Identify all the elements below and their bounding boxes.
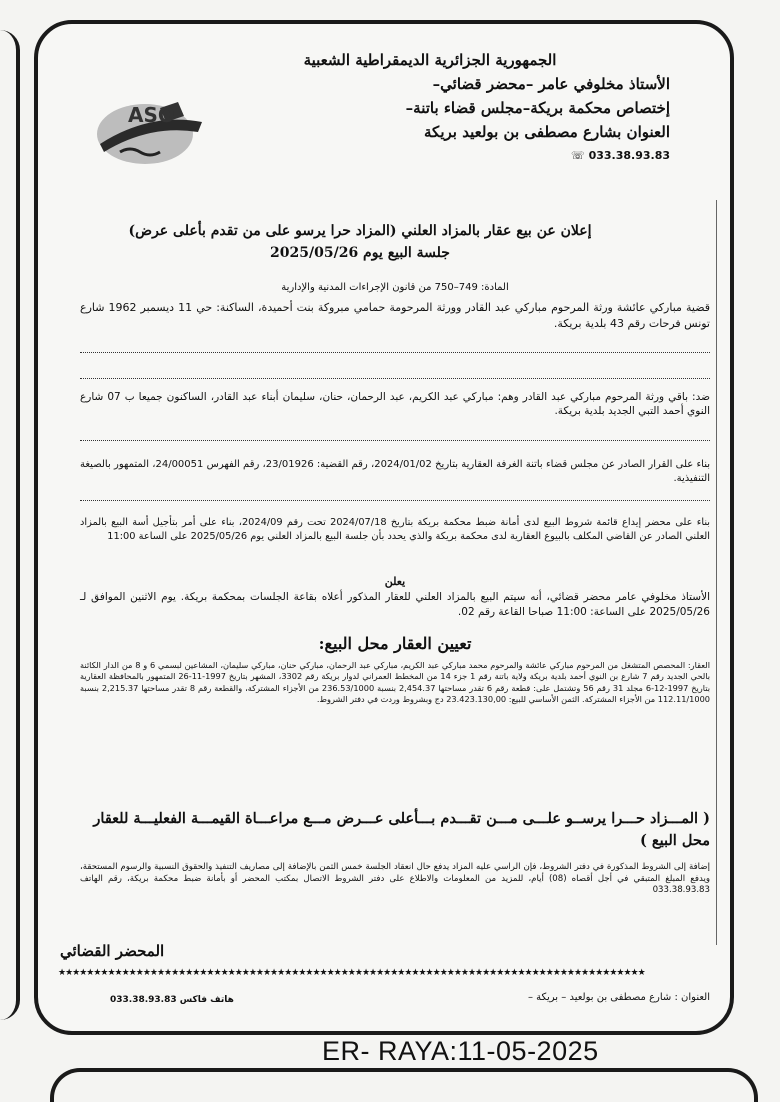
svg-text:ASO: ASO [128,103,175,127]
adjacent-column-border [0,30,20,1020]
dotted-divider [80,352,710,353]
header-block [230,48,670,168]
case-paragraph: قضية مباركي عائشة ورثة المرحوم مباركي عبد القادر وورثة المرحومة حمامي مبروكة بنت أحميدة، الساكنة: حي 11 ديسمبر 1962 شارع تونس فرحات رقم 43 بلدية بريكة. [80,301,710,330]
sale-date-line: جلسة البيع يوم 2025/05/26 [270,245,450,261]
property-heading: تعيين العقار محل البيع: [318,634,472,653]
republic-name: الجمهورية الجزائرية الديمقراطية الشعبية [303,51,557,69]
bailiff-signature: المحضر القضائي [60,942,165,960]
star-divider: ★★★★★★★★★★★★★★★★★★★★★★★★★★★★★★★★★★★★★★★★★★★★★★★★★★★★★★★★★★★★★★★★★★★★★★★★★★★★★★★★★★★ [58,968,645,978]
office-address: العنوان بشارع مصطفى بن بولعيد بريكة [424,123,670,141]
announces-heading: يعلن [384,575,406,588]
bailiff-name: الأستاذ مخلوفي عامر –محضر قضائي– [432,75,670,93]
publication-stamp: ER- RAYA:11-05-2025 [322,1036,599,1066]
defendants-paragraph: ضد: باقي ورثة المرحوم مباركي عبد القادر وهم: مباركي عبد الكريم، عبد الرحمان، حنان، سليمان أبناء عبد القادر، الساكنون جميعا ب 07 شارع النوي أحمد التبي الجديد بلدية بريكة. [80,391,710,417]
decision-paragraph: بناء على القرار الصادر عن مجلس قضاء باتنة الغرفة العقارية بتاريخ 2024/01/02، رقم القضية: 23/01926، رقم الفهرس 24/00051، المتمهور بالصيغة التنفيذية. [80,459,710,484]
conditions-paragraph: إضافة إلى الشروط المذكورة في دفتر الشروط، فإن الراسي عليه المزاد يدفع حال انعقاد الجلسة خمس الثمن بالإضافة إلى مصاريف التنفيذ والحقوق النسبية والرسوم المستحقة، ويدفع المبلغ المتبقي في أجل أقصاه (08) أيام، للمزيد من المعلومات والاطلاع على دفتر الشروط الاتصال بمكتب المحضر أو بأمانة ضبط محكمة بريكة، رقم الهاتف 033.38.93.83 [80,862,710,895]
office-phone: 033.38.93.83 ☏ [570,149,670,162]
bailiff-logo [90,92,210,172]
margin-line [716,200,717,945]
dotted-divider [80,500,710,501]
notice-title [60,220,660,264]
dotted-divider [80,440,710,441]
next-notice-border [50,1068,758,1102]
articles-line: المادة: 749–750 من قانون الإجراءات المدنية والإدارية [281,282,509,293]
footer-phone: هاتف فاكس 033.38.93.83 [110,995,234,1005]
auction-condition-highlight: ( المـــزاد حـــرا يرســو علـــى مـــن تقـــدم بـــأعلى عـــرض مـــع مراعـــاة القيمـــة الفعليـــة للعقار محل البيع ) [93,810,710,849]
notice-title-line: إعلان عن بيع عقار بالمزاد العلني (المزاد حرا يرسو على من تقدم بأعلى عرض) [128,223,592,239]
announcement-paragraph: الأستاذ مخلوفي عامر محضر قضائي، أنه سيتم البيع بالمزاد العلني للعقار المذكور أعلاه بقاعة الجلسات بمحكمة بريكة. يوم الاثنين الموافق لـ 2025/05/26 على الساعة: 11:00 صباحا القاعة رقم 02. [80,591,710,618]
jurisdiction: إختصاص محكمة بريكة–مجلس قضاء باتنة– [405,99,670,117]
deposit-paragraph: بناء على محضر إيداع قائمة شروط البيع لدى أمانة ضبط محكمة بريكة بتاريخ 2024/07/18 تحت رقم 2024/09، بناء على أمر بتأجيل أسة البيع بالمزاد العلني الصادر عن القاضي المكلف بالبيوع العقارية لدى محكمة بريكة والذي يحدد بأن جلسة البيع بالمزاد العلني يوم 2025/05/26 على الساعة 11:00 [80,517,710,542]
dotted-divider [80,378,710,379]
property-description: العقار: المحصص المتشغل من المرحوم مباركي عائشة والمرحوم محمد مباركي عبد الكريم، مباركي عبد الرحمان، مباركي حنان، مباركي سليمان، المشاعين لبسمي 6 و 8 من الدار الكائنة بالحي الجديد رقم 7 شارع بن النوي أحمد بلدية بريكة ولاية باتنة رقم 1 جزء 14 من المخطط العمراني لدوار بريكة رقم 3302، المشهر بتاريخ 1997-11-26 المتمهور بالمحافظة العقارية بتاريخ 1997-12-6 مجلد 31 رقم 56 وتشتمل على: قطعة رقم 6 تقدر مساحتها 2,454.37 بنسبة 236.53/1000 من الأجزاء المشتركة، والقطعة رقم 8 تقدر مساحتها 2,215.37 بنسبة 112.11/1000 من الأجزاء المشتركة. الثمن الأساسي للبيع: 23.423.130,00 دج وبشروط وردت في دفتر الشروط. [80,660,710,705]
footer-address: العنوان : شارع مصطفى بن بولعيد – بريكة – [527,992,710,1003]
